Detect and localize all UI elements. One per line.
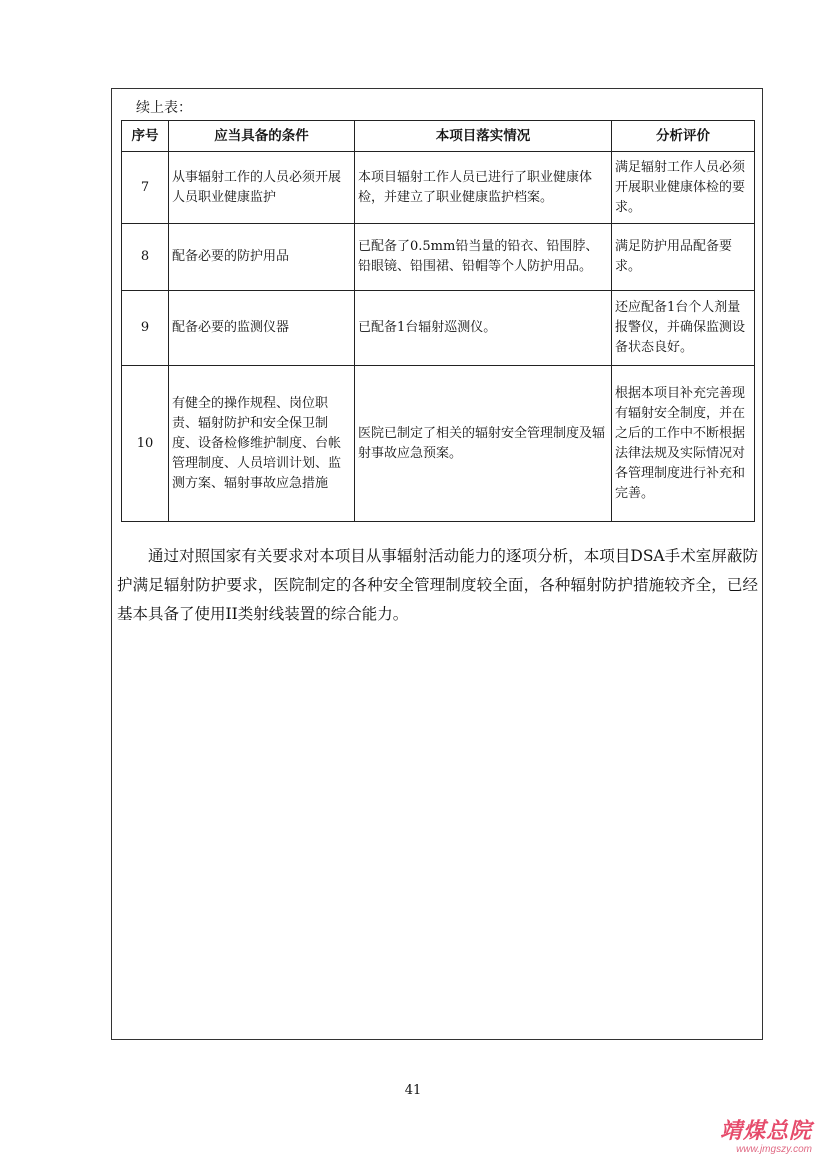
watermark-url: www.jmgszy.com (736, 1144, 812, 1155)
row-evaluation: 满足防护用品配备要求。 (612, 224, 755, 291)
row-no: 8 (122, 224, 169, 291)
row-no: 10 (122, 366, 169, 522)
table-row (122, 152, 755, 224)
table-header-row (122, 121, 755, 152)
row-condition: 配备必要的防护用品 (169, 224, 355, 291)
page-number: 41 (404, 1083, 422, 1098)
conclusion-paragraph: 通过对照国家有关要求对本项目从事辐射活动能力的逐项分析，本项目DSA手术室屏蔽防护满足辐射防护要求，医院制定的各种安全管理制度较全面，各种辐射防护措施较齐全，已经基本具备了使用II类射线装置的综合能力。 (117, 547, 758, 623)
row-condition: 配备必要的监测仪器 (169, 291, 355, 366)
header-no: 序号 (122, 121, 169, 152)
row-implementation: 已配备了0.5mm铅当量的铅衣、铅围脖、铅眼镜、铅围裙、铅帽等个人防护用品。 (355, 224, 612, 291)
row-evaluation: 根据本项目补充完善现有辐射安全制度，并在之后的工作中不断根据法律法规及实际情况对各管理制度进行补充和完善。 (612, 366, 755, 522)
row-evaluation: 满足辐射工作人员必须开展职业健康体检的要求。 (612, 152, 755, 224)
table-row (122, 224, 755, 291)
row-no: 9 (122, 291, 169, 366)
row-evaluation: 还应配备1台个人剂量报警仪，并确保监测设备状态良好。 (612, 291, 755, 366)
row-implementation: 已配备1台辐射巡测仪。 (355, 291, 612, 366)
row-condition: 有健全的操作规程、岗位职责、辐射防护和安全保卫制度、设备检修维护制度、台帐管理制度、人员培训计划、监测方案、辐射事故应急措施 (169, 366, 355, 522)
watermark (720, 1118, 812, 1156)
watermark-title: 靖煤总院 (719, 1118, 812, 1144)
table-row (122, 366, 755, 522)
table-caption: 续上表： (136, 100, 192, 116)
header-implementation: 本项目落实情况 (355, 121, 612, 152)
table-row (122, 291, 755, 366)
row-no: 7 (122, 152, 169, 224)
header-condition: 应当具备的条件 (169, 121, 355, 152)
header-evaluation: 分析评价 (612, 121, 755, 152)
row-implementation: 医院已制定了相关的辐射安全管理制度及辐射事故应急预案。 (355, 366, 612, 522)
row-implementation: 本项目辐射工作人员已进行了职业健康体检，并建立了职业健康监护档案。 (355, 152, 612, 224)
row-condition: 从事辐射工作的人员必须开展人员职业健康监护 (169, 152, 355, 224)
requirements-table (121, 120, 755, 522)
